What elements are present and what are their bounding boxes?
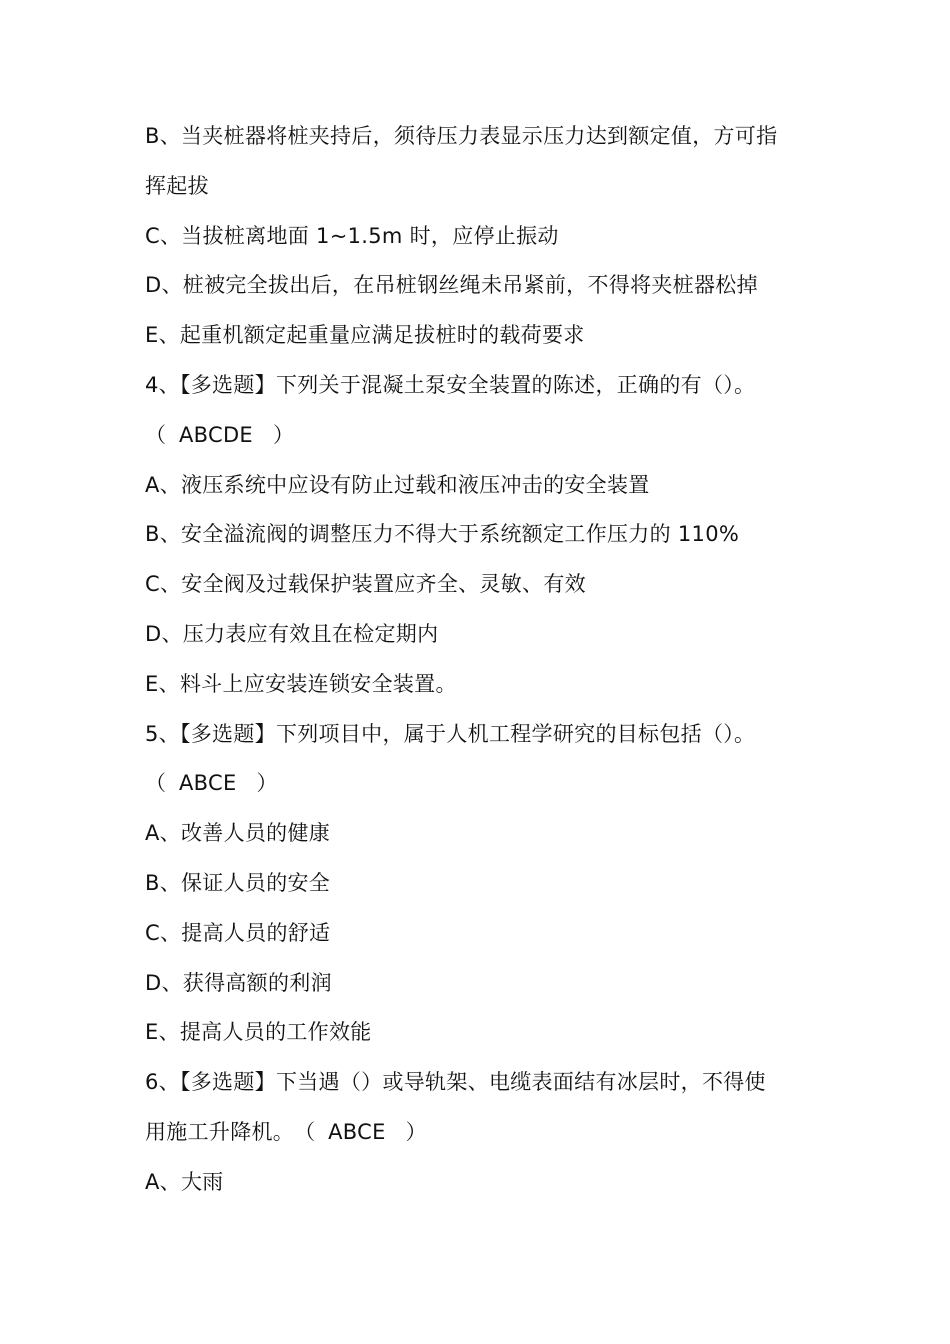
question-stem: 4、【多选题】下列关于混凝土泵安全装置的陈述，正确的有（）。 bbox=[145, 372, 756, 397]
option-text: D、压力表应有效且在检定期内 bbox=[145, 621, 439, 646]
option-text: A、改善人员的健康 bbox=[145, 821, 331, 846]
answer-value: ABCE bbox=[328, 1119, 386, 1144]
option-text: A、大雨 bbox=[145, 1169, 224, 1194]
option-text: B、当夹桩器将桩夹持后，须待压力表显示压力达到额定值，方可指 bbox=[145, 124, 778, 148]
option-text: C、安全阀及过载保护装置应齐全、灵敏、有效 bbox=[145, 572, 586, 597]
answer-line bbox=[145, 411, 825, 461]
question-stem-continued: 用施工升降机。 bbox=[145, 1119, 295, 1144]
answer-open-paren: （ bbox=[145, 771, 167, 796]
option-text: D、获得高额的利润 bbox=[145, 970, 332, 995]
option-text: D、桩被完全拔出后，在吊桩钢丝绳未吊紧前，不得将夹桩器松掉 bbox=[145, 273, 758, 298]
option-text: B、安全溢流阀的调整压力不得大于系统额定工作压力的 110% bbox=[145, 522, 740, 547]
answer-open-paren: （ bbox=[145, 422, 167, 447]
answer-open-paren: （ bbox=[294, 1119, 316, 1144]
option-text: C、提高人员的舒适 bbox=[145, 920, 331, 945]
question-stem: 5、【多选题】下列项目中，属于人机工程学研究的目标包括（）。 bbox=[145, 721, 756, 746]
option-text: E、提高人员的工作效能 bbox=[145, 1020, 372, 1045]
option-text: B、保证人员的安全 bbox=[145, 870, 331, 895]
question-stem: 6、【多选题】下当遇（）或导轨架、电缆表面结有冰层时，不得使 bbox=[145, 1070, 766, 1095]
answer-close-paren: ） bbox=[273, 422, 295, 447]
option-text: A、液压系统中应设有防止过载和液压冲击的安全装置 bbox=[145, 472, 650, 497]
answer-close-paren: ） bbox=[405, 1119, 427, 1144]
question-stem-with-answer bbox=[145, 1108, 825, 1158]
answer-line bbox=[145, 759, 825, 809]
option-text: E、起重机额定起重量应满足拔桩时的载荷要求 bbox=[145, 323, 585, 348]
answer-value: ABCDE bbox=[179, 422, 254, 447]
answer-close-paren: ） bbox=[256, 771, 278, 796]
option-text: C、当拔桩离地面 1~1.5m 时，应停止振动 bbox=[145, 223, 559, 248]
option-text: E、料斗上应安装连锁安全装置。 bbox=[145, 671, 457, 696]
question-content bbox=[145, 112, 825, 1208]
option-text-continued: 挥起拔 bbox=[145, 173, 209, 198]
answer-value: ABCE bbox=[179, 771, 237, 796]
